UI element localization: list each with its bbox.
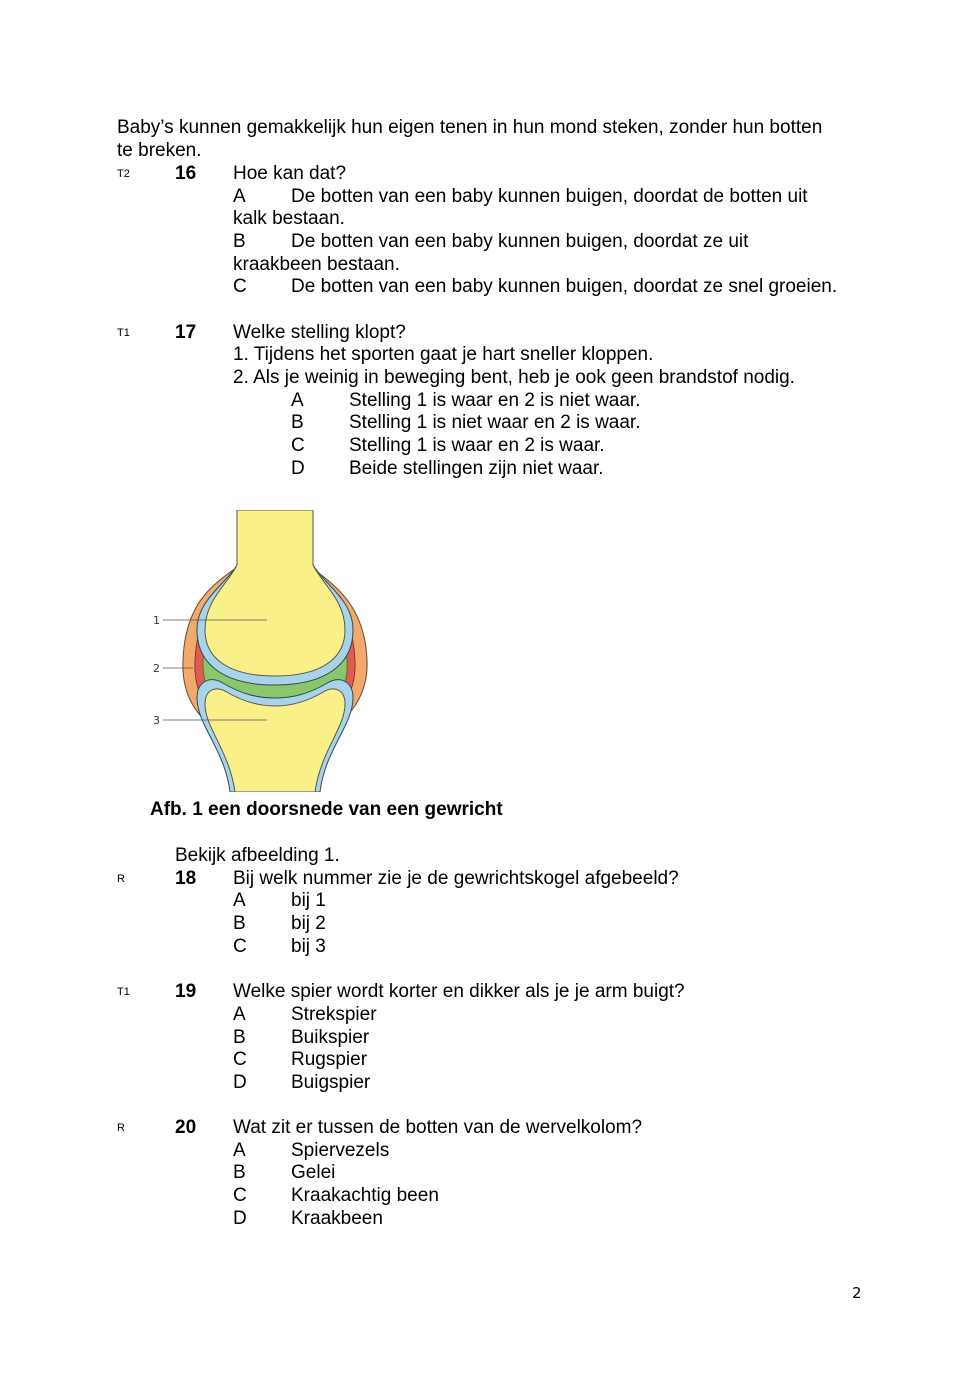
- q17-option-a-letter: A: [291, 390, 304, 411]
- q19-option-c-letter: C: [233, 1049, 247, 1070]
- q16-option-b-continued: kraakbeen bestaan.: [233, 254, 400, 275]
- q19-option-c-text: Rugspier: [291, 1049, 368, 1070]
- joint-cross-section-figure: [145, 510, 375, 792]
- q18-option-b-text: bij 2: [291, 913, 326, 934]
- q18-option-b-letter: B: [233, 913, 246, 934]
- q16-option-b-text: De botten van een baby kunnen buigen, doordat ze uit: [291, 231, 749, 252]
- q17-option-d-text: Beide stellingen zijn niet waar.: [349, 458, 604, 479]
- q18-level-tag: R: [117, 873, 125, 885]
- q16-option-a-text: De botten van een baby kunnen buigen, doordat de botten uit: [291, 186, 808, 207]
- q16-option-c-letter: C: [233, 276, 247, 297]
- figure-label-3: 3: [153, 714, 160, 727]
- q16-option-a-continued: kalk bestaan.: [233, 208, 345, 229]
- q20-option-c-text: Kraakachtig been: [291, 1185, 439, 1206]
- q19-option-d-text: Buigspier: [291, 1072, 371, 1093]
- q20-option-c-letter: C: [233, 1185, 247, 1206]
- q20-option-a-text: Spiervezels: [291, 1140, 390, 1161]
- q19-level-tag: T1: [117, 986, 130, 998]
- q20-option-b-text: Gelei: [291, 1162, 336, 1183]
- q20-number: 20: [175, 1117, 197, 1138]
- q19-option-d-letter: D: [233, 1072, 247, 1093]
- q18-question: Bij welk nummer zie je de gewrichtskogel afgebeeld?: [233, 868, 679, 889]
- q19-option-b-text: Buikspier: [291, 1027, 370, 1048]
- q16-question: Hoe kan dat?: [233, 163, 347, 184]
- q17-option-d-letter: D: [291, 458, 305, 479]
- q19-option-b-letter: B: [233, 1027, 246, 1048]
- q17-statement-1: 1. Tijdens het sporten gaat je hart sneller kloppen.: [233, 344, 654, 365]
- q18-number: 18: [175, 868, 197, 889]
- q17-statement-2: 2. Als je weinig in beweging bent, heb je ook geen brandstof nodig.: [233, 367, 795, 388]
- q20-level-tag: R: [117, 1122, 125, 1134]
- q18-option-a-text: bij 1: [291, 890, 326, 911]
- intro-line-2: te breken.: [117, 140, 202, 161]
- q20-option-a-letter: A: [233, 1140, 246, 1161]
- q17-question: Welke stelling klopt?: [233, 322, 406, 343]
- q17-option-c-text: Stelling 1 is waar en 2 is waar.: [349, 435, 605, 456]
- q18-option-a-letter: A: [233, 890, 246, 911]
- q20-option-d-text: Kraakbeen: [291, 1208, 383, 1229]
- q17-option-c-letter: C: [291, 435, 305, 456]
- q20-question: Wat zit er tussen de botten van de wervelkolom?: [233, 1117, 643, 1138]
- upper-bone: [205, 510, 345, 676]
- q18-option-c-letter: C: [233, 936, 247, 957]
- q19-option-a-letter: A: [233, 1004, 246, 1025]
- q19-question: Welke spier wordt korter en dikker als je je arm buigt?: [233, 981, 685, 1002]
- q16-level-tag: T2: [117, 168, 130, 180]
- q16-option-a-letter: A: [233, 186, 246, 207]
- figure-label-1: 1: [153, 614, 160, 627]
- figure-label-2: 2: [153, 662, 160, 675]
- page-number: 2: [852, 1284, 862, 1302]
- q19-option-a-text: Strekspier: [291, 1004, 377, 1025]
- q17-number: 17: [175, 322, 197, 343]
- q17-option-a-text: Stelling 1 is waar en 2 is niet waar.: [349, 390, 641, 411]
- q17-option-b-text: Stelling 1 is niet waar en 2 is waar.: [349, 412, 641, 433]
- q16-option-c-text: De botten van een baby kunnen buigen, doordat ze snel groeien.: [291, 276, 838, 297]
- q17-level-tag: T1: [117, 327, 130, 339]
- figure-caption: Afb. 1 een doorsnede van een gewricht: [150, 799, 503, 820]
- q18-option-c-text: bij 3: [291, 936, 326, 957]
- q16-option-b-letter: B: [233, 231, 246, 252]
- q20-option-b-letter: B: [233, 1162, 246, 1183]
- q18-instruction: Bekijk afbeelding 1.: [175, 845, 340, 866]
- q19-number: 19: [175, 981, 197, 1002]
- q16-number: 16: [175, 163, 197, 184]
- intro-line-1: Baby’s kunnen gemakkelijk hun eigen tenen in hun mond steken, zonder hun botten: [117, 117, 823, 138]
- q17-option-b-letter: B: [291, 412, 304, 433]
- q20-option-d-letter: D: [233, 1208, 247, 1229]
